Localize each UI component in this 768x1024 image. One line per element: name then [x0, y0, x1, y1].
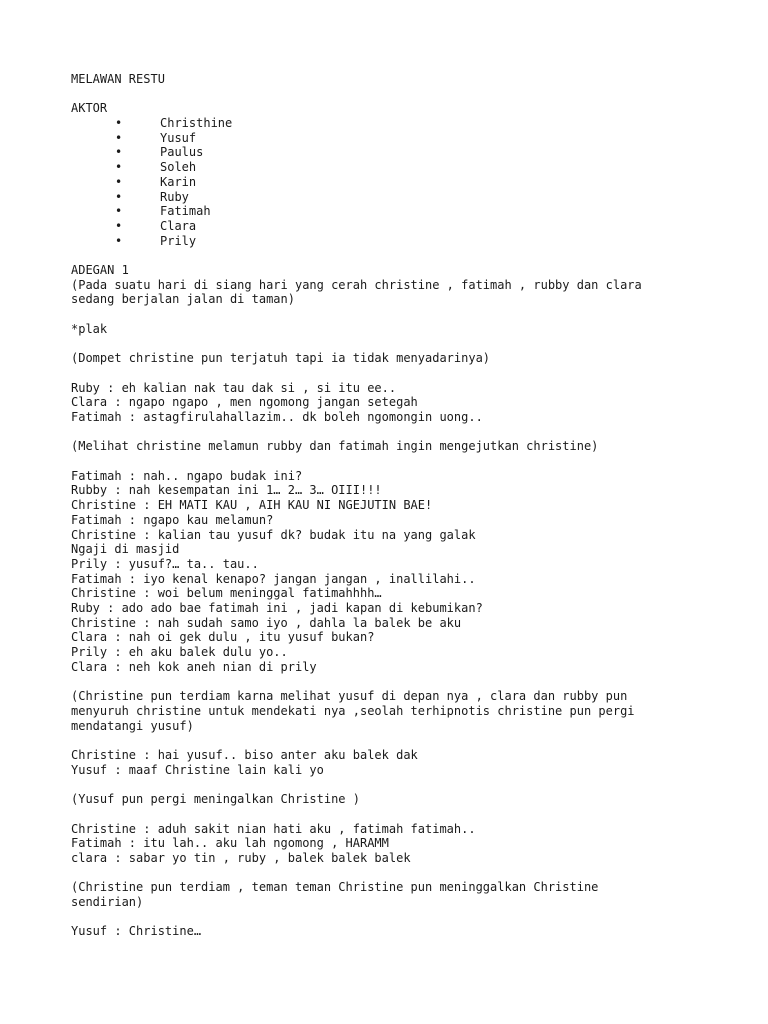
bullet-icon: •	[115, 116, 123, 131]
dialogue-line: Yusuf : maaf Christine lain kali yo	[71, 762, 324, 777]
actor-list-item	[71, 145, 711, 160]
actor-list-item	[71, 204, 711, 219]
blank-line	[71, 87, 711, 102]
stage-direction: (Christine pun terdiam karna melihat yusuf di depan nya , clara dan rubby pun	[71, 689, 628, 704]
actor-name: Clara	[160, 218, 197, 233]
stage-direction: (Melihat christine melamun rubby dan fatimah ingin mengejutkan christine)	[71, 439, 599, 454]
stage-direction: (Christine pun terdiam , teman teman Christine pun meninggalkan Christine	[71, 880, 599, 895]
actor-name: Ruby	[160, 189, 189, 204]
bullet-icon: •	[115, 189, 123, 204]
dialogue-line: Prily : eh aku balek dulu yo..	[71, 645, 288, 660]
bullet-icon: •	[115, 233, 123, 248]
blank-line	[71, 807, 711, 822]
document-title: MELAWAN RESTU	[71, 72, 165, 86]
stage-direction: menyuruh christine untuk mendekati nya ,seolah terhipnotis christine pun pergi	[71, 703, 635, 718]
blank-line	[71, 248, 711, 263]
blank-line	[71, 336, 711, 351]
dialogue-line: Christine : woi belum meninggal fatimahhhh…	[71, 586, 382, 601]
actor-list-item	[71, 175, 711, 190]
bullet-icon: •	[115, 145, 123, 160]
bullet-icon: •	[115, 174, 123, 189]
dialogue-line: Yusuf : Christine…	[71, 924, 202, 939]
actor-name: Paulus	[160, 145, 204, 160]
actor-name: Fatimah	[160, 204, 211, 219]
dialogue-line: Christine : hai yusuf.. biso anter aku balek dak	[71, 748, 418, 763]
blank-line	[71, 910, 711, 925]
stage-direction: (Yusuf pun pergi meningalkan Christine )	[71, 792, 360, 807]
dialogue-line: Christine : EH MATI KAU , AIH KAU NI NGEJUTIN BAE!	[71, 498, 433, 513]
dialogue-line: Christine : nah sudah samo iyo , dahla la balek be aku	[71, 615, 462, 630]
dialogue-line: Christine : aduh sakit nian hati aku , fatimah fatimah..	[71, 821, 476, 836]
actor-name: Christhine	[160, 116, 233, 131]
dialogue-line: Rubby : nah kesempatan ini 1… 2… 3… OIII!!!	[71, 483, 382, 498]
dialogue-line: Christine : kalian tau yusuf dk? budak itu na yang galak	[71, 527, 476, 542]
bullet-icon: •	[115, 218, 123, 233]
dialogue-line: Clara : neh kok aneh nian di prily	[71, 659, 317, 674]
scene-heading: ADEGAN 1	[71, 262, 129, 277]
dialogue-line: Fatimah : astagfirulahallazim.. dk boleh ngomongin uong..	[71, 409, 483, 424]
blank-line	[71, 307, 711, 322]
actor-list-item	[71, 219, 711, 234]
blank-line	[71, 366, 711, 381]
blank-line	[71, 777, 711, 792]
actor-name: Soleh	[160, 160, 197, 175]
stage-direction: (Dompet christine pun terjatuh tapi ia tidak menyadarinya)	[71, 351, 491, 366]
dialogue-line: Clara : ngapo ngapo , men ngomong jangan setegah	[71, 395, 418, 410]
stage-direction: sedang berjalan jalan di taman)	[71, 292, 295, 307]
bullet-icon: •	[115, 204, 123, 219]
blank-line	[71, 454, 711, 469]
sound-effect: *plak	[71, 321, 108, 336]
dialogue-line: Ruby : eh kalian nak tau dak si , si itu ee..	[71, 380, 397, 395]
dialogue-line: Fatimah : ngapo kau melamun?	[71, 512, 274, 527]
actor-list-item	[71, 190, 711, 205]
dialogue-line: clara : sabar yo tin , ruby , balek balek balek	[71, 850, 411, 865]
blank-line	[71, 425, 711, 440]
bullet-icon: •	[115, 130, 123, 145]
stage-direction: mendatangi yusuf)	[71, 718, 194, 733]
actor-list-item	[71, 131, 711, 146]
bullet-icon: •	[115, 160, 123, 175]
actors-heading: AKTOR	[71, 101, 108, 116]
actor-name: Karin	[160, 174, 197, 189]
dialogue-line: Fatimah : itu lah.. aku lah ngomong , HARAMM	[71, 836, 389, 851]
actor-list-item	[71, 234, 711, 249]
blank-line	[71, 866, 711, 881]
actor-list	[71, 116, 711, 248]
blank-line	[71, 733, 711, 748]
blank-line	[71, 675, 711, 690]
dialogue-line: Fatimah : iyo kenal kenapo? jangan jangan , inallilahi..	[71, 571, 476, 586]
dialogue-line: Ruby : ado ado bae fatimah ini , jadi kapan di kebumikan?	[71, 601, 483, 616]
stage-direction: (Pada suatu hari di siang hari yang cerah christine , fatimah , rubby dan clara	[71, 277, 642, 292]
actor-name: Prily	[160, 233, 197, 248]
actor-list-item	[71, 160, 711, 175]
dialogue-line: Ngaji di masjid	[71, 542, 180, 557]
script-text	[71, 72, 711, 939]
dialogue-line: Fatimah : nah.. ngapo budak ini?	[71, 468, 303, 483]
actor-list-item	[71, 116, 711, 131]
dialogue-line: Prily : yusuf?… ta.. tau..	[71, 556, 259, 571]
actor-name: Yusuf	[160, 130, 197, 145]
stage-direction: sendirian)	[71, 895, 144, 910]
dialogue-line: Clara : nah oi gek dulu , itu yusuf bukan?	[71, 630, 375, 645]
